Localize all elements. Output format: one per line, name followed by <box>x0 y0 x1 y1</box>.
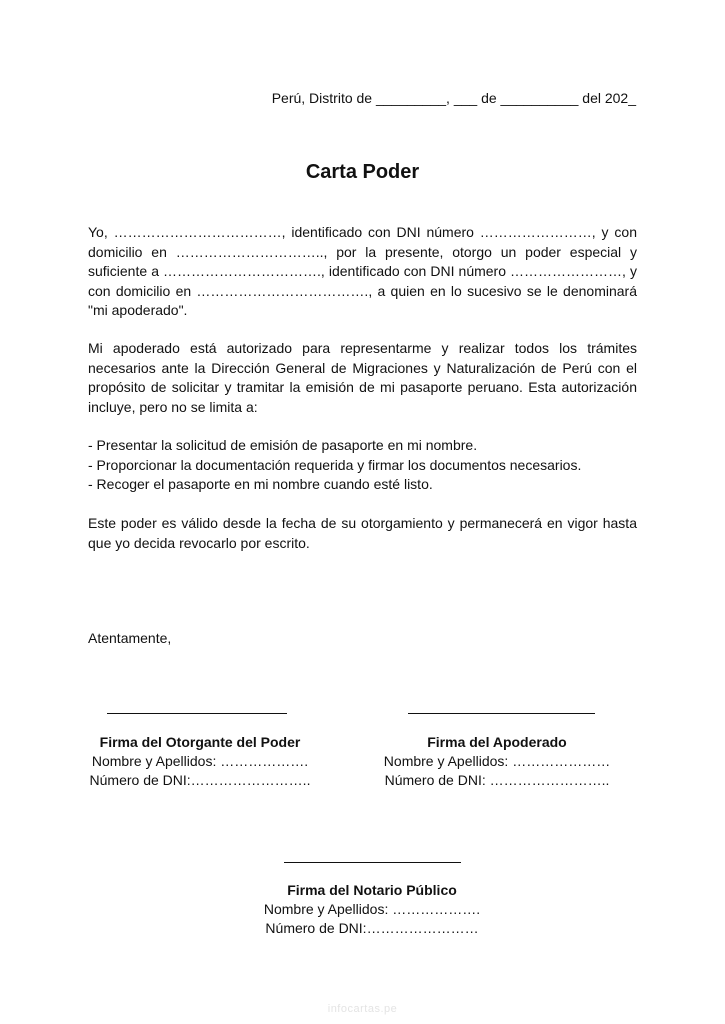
signature-name-line: Nombre y Apellidos: ………………… <box>383 753 611 769</box>
signature-name-line: Nombre y Apellidos: ………………. <box>263 901 481 917</box>
paragraph-grantor <box>88 223 637 321</box>
signature-line-notario <box>284 862 461 863</box>
signature-dni-line: Número de DNI:…………………….. <box>89 772 311 788</box>
signature-line-apoderado <box>408 713 595 714</box>
list-item: - Proporcionar la documentación requerida y firmar los documentos necesarios. <box>88 456 582 473</box>
paragraph-text: Yo, ………………………………, identificado con DNI número ……………………, y con domicilio en ………………………….., por la presente, otorgo un poder especial y suficiente a ……………………………., identificado con DNI número ……………………, y con domicilio en ………………………………., a quien en lo sucesivo se le denominará "mi apoderado". <box>88 224 637 318</box>
signature-title: Firma del Notario Público <box>287 882 457 898</box>
paragraph-authorization <box>88 339 637 417</box>
authorization-list <box>88 436 637 495</box>
signature-line-otorgante <box>107 713 287 714</box>
signature-title: Firma del Apoderado <box>427 734 567 750</box>
list-item: - Recoger el pasaporte en mi nombre cuando esté listo. <box>88 476 433 492</box>
signature-dni-line: Número de DNI:…………………… <box>265 920 479 936</box>
watermark: infocartas.pe <box>327 1003 398 1015</box>
letter-title: Carta Poder <box>305 161 420 183</box>
paragraph-text: Este poder es válido desde la fecha de su otorgamiento y permanecerá en vigor hasta que yo decida revocarlo por escrito. <box>88 515 637 551</box>
dateline: Perú, Distrito de _________, ___ de __________ del 202_ <box>271 90 636 106</box>
list-item: - Presentar la solicitud de emisión de pasaporte en mi nombre. <box>88 437 478 453</box>
signature-block-apoderado <box>377 733 617 790</box>
signature-block-otorgante <box>60 733 340 790</box>
paragraph-validity <box>88 514 637 553</box>
signature-dni-line: Número de DNI: …………………….. <box>384 772 610 788</box>
signature-name-line: Nombre y Apellidos: ………………. <box>91 753 309 769</box>
closing: Atentamente, <box>88 630 172 646</box>
signature-block-notario <box>232 881 512 938</box>
paragraph-text: Mi apoderado está autorizado para representarme y realizar todos los trámites necesarios ante la Dirección General de Migraciones y Naturalización de Perú con el propósito de solicitar y tramitar la emisión de mi pasaporte peruano. Esta autorización incluye, pero no se limita a: <box>88 340 637 415</box>
signature-title: Firma del Otorgante del Poder <box>99 734 301 750</box>
